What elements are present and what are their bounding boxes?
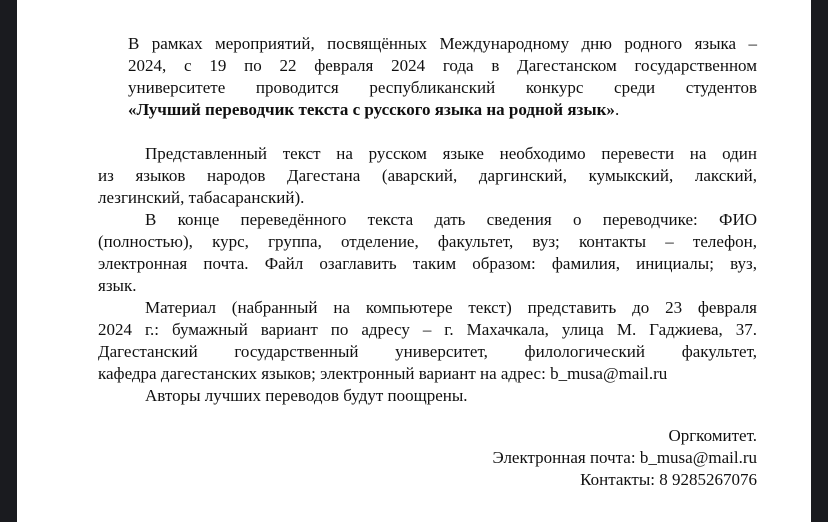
contest-title-period: . — [614, 100, 620, 119]
contest-title: «Лучший переводчик текста с русского языка на родной язык» — [128, 100, 615, 119]
signature-committee: Оргкомитет. — [668, 426, 757, 445]
text-line: Дагестанский государственный университет, филологический факультет, — [98, 342, 757, 361]
contest-title-line — [128, 99, 757, 121]
text-line: электронная почта. Файл озаглавить таким образом: фамилия, инициалы; вуз, — [98, 254, 757, 273]
document-page — [98, 33, 757, 491]
text-line: лезгинский, табасаранский). — [98, 188, 305, 207]
paragraph-submission — [98, 297, 757, 385]
text-line: язык. — [98, 276, 137, 295]
viewer-edge-right — [811, 0, 828, 522]
text-line: В конце переведённого текста дать сведения о переводчике: ФИО — [145, 210, 757, 229]
text-line: (полностью), курс, группа, отделение, факультет, вуз; контакты – телефон, — [98, 232, 757, 251]
text-line: университете проводится республиканский конкурс среди студентов — [128, 78, 757, 97]
text-line: Материал (набранный на компьютере текст) представить до 23 февраля — [145, 298, 757, 317]
paragraph-translator-info — [98, 209, 757, 297]
text-line: В рамках мероприятий, посвящённых Международному дню родного языка – — [128, 34, 757, 53]
signature-phone: Контакты: 8 9285267076 — [580, 470, 757, 489]
viewer-edge-left — [0, 0, 17, 522]
text-line: из языков народов Дагестана (аварский, даргинский, кумыкский, лакский, — [98, 166, 757, 185]
paragraph-task — [98, 143, 757, 209]
paragraph-reward — [98, 385, 757, 407]
paragraph-intro — [128, 33, 757, 121]
signature-block — [98, 425, 757, 491]
text-line: 2024, с 19 по 22 февраля 2024 года в Дагестанском государственном — [128, 56, 757, 75]
signature-email: Электронная почта: b_musa@mail.ru — [492, 448, 757, 467]
submission-email-line: кафедра дагестанских языков; электронный вариант на адрес: b_musa@mail.ru — [98, 364, 668, 383]
text-line: Представленный текст на русском языке необходимо перевести на один — [145, 144, 757, 163]
text-line: Авторы лучших переводов будут поощрены. — [145, 386, 468, 405]
text-line: 2024 г.: бумажный вариант по адресу – г. Махачкала, улица М. Гаджиева, 37. — [98, 320, 757, 339]
